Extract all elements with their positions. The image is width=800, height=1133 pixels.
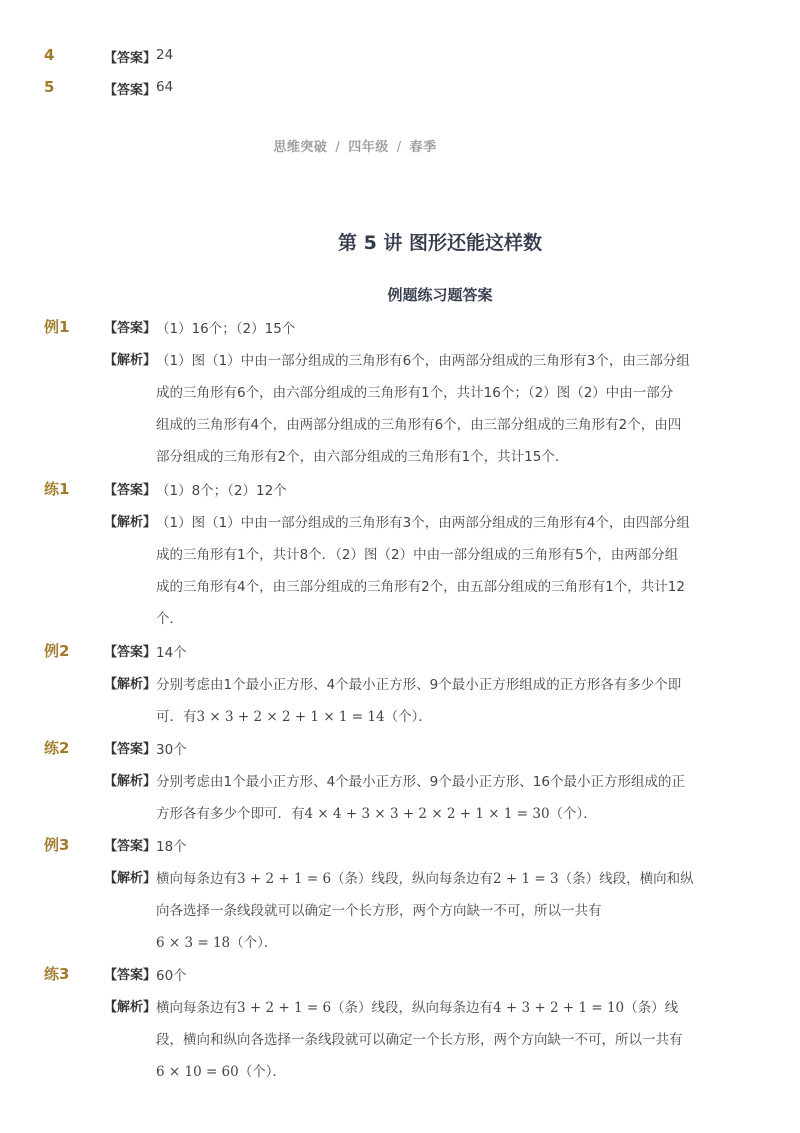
analysis-tag: 【解析】 [104, 871, 157, 886]
analysis-line: 部分组成的三角形有2个，由六部分组成的三角形有1个，共计15个． [156, 449, 569, 465]
answer-tag: 【答案】 [104, 483, 157, 498]
answer-tag: 【答案】 [104, 83, 157, 98]
answer-tag: 【答案】 [104, 645, 157, 660]
answer-text: 60个 [156, 968, 187, 984]
problem-number: 练3 [44, 965, 70, 983]
analysis-line: 可．有3 × 3 + 2 × 2 + 1 × 1 = 14（个）． [156, 709, 432, 725]
breadcrumb-item: 思维突破 [273, 140, 328, 155]
answer-text: 24 [156, 47, 174, 63]
analysis-tag: 【解析】 [104, 774, 157, 789]
analysis-line: 向各选择一条线段就可以确定一个长方形，两个方向缺一不可，所以一共有 [156, 903, 602, 919]
breadcrumb [0, 136, 710, 155]
problem-number: 例3 [44, 836, 70, 854]
analysis-line: （1）图（1）中由一部分组成的三角形有3个，由两部分组成的三角形有4个，由四部分组 [156, 515, 690, 531]
analysis-line: 方形各有多少个即可．有4 × 4 + 3 × 3 + 2 × 2 + 1 × 1 = 30（个）． [156, 806, 597, 822]
analysis-line: 6 × 10 = 60（个）． [156, 1064, 286, 1080]
breadcrumb-separator: / [335, 140, 341, 155]
analysis-line: 分别考虑由1个最小正方形、4个最小正方形、9个最小正方形组成的正方形各有多少个即 [156, 677, 682, 693]
analysis-line: 组成的三角形有4个，由两部分组成的三角形有6个，由三部分组成的三角形有2个，由四 [156, 417, 682, 433]
analysis-line: 横向每条边有3 + 2 + 1 = 6（条）线段，纵向每条边有2 + 1 = 3（条）线段，横向和纵 [156, 871, 694, 887]
analysis-line: 段，横向和纵向各选择一条线段就可以确定一个长方形，两个方向缺一不可，所以一共有 [156, 1032, 683, 1048]
answer-tag: 【答案】 [104, 321, 157, 336]
analysis-line: 分别考虑由1个最小正方形、4个最小正方形、9个最小正方形、16个最小正方形组成的正 [156, 774, 685, 790]
problem-answer-row [0, 731, 800, 763]
analysis-tag: 【解析】 [104, 1000, 157, 1015]
lecture-title: 第 5 讲 图形还能这样数 [337, 232, 543, 254]
problem-analysis-row [0, 342, 800, 374]
problem-number: 练1 [44, 480, 70, 498]
analysis-line: 横向每条边有3 + 2 + 1 = 6（条）线段，纵向每条边有4 + 3 + 2 + 1 = 10（条）线 [156, 1000, 679, 1016]
problem-analysis-row [0, 666, 800, 698]
answer-tag: 【答案】 [104, 742, 157, 757]
answer-text: （1）16个；（2）15个 [156, 321, 296, 337]
problem-number: 例1 [44, 318, 70, 336]
problem-answer-row [0, 472, 800, 504]
answer-tag: 【答案】 [104, 51, 157, 66]
problem-number: 4 [44, 46, 55, 64]
analysis-tag: 【解析】 [104, 515, 157, 530]
answer-row [0, 40, 800, 72]
answer-text: 18个 [156, 839, 187, 855]
problem-number: 例2 [44, 642, 70, 660]
breadcrumb-item: 春季 [409, 140, 437, 155]
problem-analysis-row [0, 860, 800, 892]
problem-analysis-row [0, 989, 800, 1021]
problem-analysis-row [0, 504, 800, 536]
answer-text: 14个 [156, 645, 187, 661]
breadcrumb-separator: / [396, 140, 402, 155]
answer-text: （1）8个；（2）12个 [156, 483, 287, 499]
analysis-tag: 【解析】 [104, 677, 157, 692]
problem-number: 5 [44, 78, 55, 96]
answer-text: 64 [156, 79, 174, 95]
problem-answer-row [0, 957, 800, 989]
analysis-line: 6 × 3 = 18（个）． [156, 935, 278, 951]
analysis-line: 成的三角形有4个，由三部分组成的三角形有2个，由五部分组成的三角形有1个，共计12 [156, 579, 685, 595]
problem-analysis-row [0, 763, 800, 795]
analysis-line: 成的三角形有1个，共计8个．（2）图（2）中由一部分组成的三角形有5个，由两部分组 [156, 547, 679, 563]
problem-answer-row [0, 310, 800, 342]
breadcrumb-item: 四年级 [348, 140, 389, 155]
section-title: 例题练习题答案 [387, 286, 493, 304]
answer-tag: 【答案】 [104, 839, 157, 854]
problem-answer-row [0, 828, 800, 860]
problem-number: 练2 [44, 739, 70, 757]
problem-answer-row [0, 634, 800, 666]
analysis-tag: 【解析】 [104, 353, 157, 368]
answer-row [0, 72, 800, 104]
answer-tag: 【答案】 [104, 968, 157, 983]
analysis-line: 个． [156, 611, 183, 627]
analysis-line: 成的三角形有6个，由六部分组成的三角形有1个，共计16个；（2）图（2）中由一部分 [156, 385, 674, 401]
analysis-line: （1）图（1）中由一部分组成的三角形有6个，由两部分组成的三角形有3个，由三部分组 [156, 353, 690, 369]
answer-text: 30个 [156, 742, 187, 758]
